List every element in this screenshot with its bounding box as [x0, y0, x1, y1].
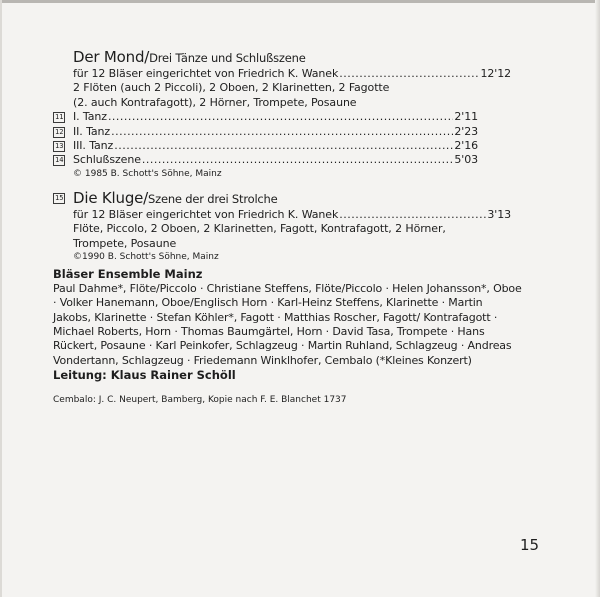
work1-arrangement-line [73, 67, 511, 81]
work2-arrangement-line [73, 208, 511, 222]
track-title: I. Tanz [73, 110, 107, 124]
conductor: Leitung: Klaus Rainer Schöll [53, 367, 236, 382]
work2-instrumentation-2: Trompete, Posaune [73, 236, 177, 250]
work2-duration: 3'13 [487, 207, 511, 221]
work2-copyright: ©1990 B. Schott's Söhne, Mainz [73, 252, 219, 263]
work2-heading [73, 189, 553, 208]
track-title: Schlußszene [73, 153, 141, 167]
work1-arrangement: für 12 Bläser eingerichtet von Friedrich K. Wanek [73, 67, 339, 80]
leader-dots [111, 125, 453, 139]
leader-dots [114, 139, 453, 153]
track-time: 5'03 [454, 153, 478, 167]
leader-dots [142, 153, 454, 167]
leader-dots [339, 208, 486, 222]
track-time: 2'23 [454, 124, 478, 138]
work2-subtitle: Szene der drei Strolche [148, 191, 278, 206]
track-number-12: 12 [55, 127, 64, 136]
track-number-13: 13 [55, 142, 64, 151]
work2-heading-row [53, 189, 553, 208]
track-number-15: 15 [55, 193, 64, 202]
ensemble-members: Paul Dahme*, Flöte/Piccolo · Christiane Steffens, Flöte/Piccolo · Helen Johansson*, Oboe · Volker Hanemann, Oboe/Englisch Horn · Karl-Heinz Steffens, Klarinette · Martin Jakobs, Klarinette · Stefan Köhler*, Fagott · Matthias Roscher, Fagott/ Kontrafagott · Michael Roberts, Horn · Thomas Baumgärtel, Horn · David Tasa, Trompete · Hans Rückert, Posaune · Karl Peinkofer, Schlagzeug · Martin Ruhland, Schlagzeug · Andreas Vondertann, Schlagzeug · Friedemann Winklhofer, Cembalo (*Kleines Konzert) [53, 282, 522, 367]
track-number-14: 14 [55, 156, 64, 165]
scan-edge-right [595, 0, 600, 597]
work1-subtitle: Drei Tänze und Schlußszene [149, 51, 306, 65]
leader-dots [339, 67, 479, 81]
track-row [53, 139, 553, 153]
work1-heading [73, 48, 553, 67]
track-row [53, 153, 553, 167]
track-number-11: 11 [55, 113, 64, 122]
ensemble-name: Bläser Ensemble Mainz [53, 267, 203, 282]
work1-title: Der Mond/ [73, 48, 150, 66]
scan-edge-top [0, 0, 600, 3]
page-number: 15 [520, 536, 540, 554]
work1-duration: 12'12 [480, 67, 511, 80]
work2-arrangement: für 12 Bläser eingerichtet von Friedrich K. Wanek [73, 207, 339, 221]
work1-instrumentation-2: (2. auch Kontrafagott), 2 Hörner, Trompete, Posaune [73, 95, 357, 109]
scan-edge-left [0, 0, 2, 597]
track-row [53, 125, 553, 139]
work1-instrumentation-1: 2 Flöten (auch 2 Piccoli), 2 Oboen, 2 Klarinetten, 2 Fagotte [73, 81, 390, 95]
cembalo-note: Cembalo: J. C. Neupert, Bamberg, Kopie nach F. E. Blanchet 1737 [53, 394, 347, 405]
work1-copyright: © 1985 B. Schott's Söhne, Mainz [73, 168, 222, 179]
leader-dots [108, 110, 453, 124]
tracklist [53, 48, 553, 406]
track-title: III. Tanz [73, 139, 114, 153]
work2-instrumentation-1: Flöte, Piccolo, 2 Oboen, 2 Klarinetten, Fagott, Kontrafagott, 2 Hörner, [73, 222, 446, 236]
track-title: II. Tanz [73, 124, 111, 138]
work2-title: Die Kluge/ [73, 188, 149, 207]
track-time: 2'11 [454, 110, 478, 124]
track-row [53, 110, 553, 124]
track-time: 2'16 [454, 139, 478, 153]
